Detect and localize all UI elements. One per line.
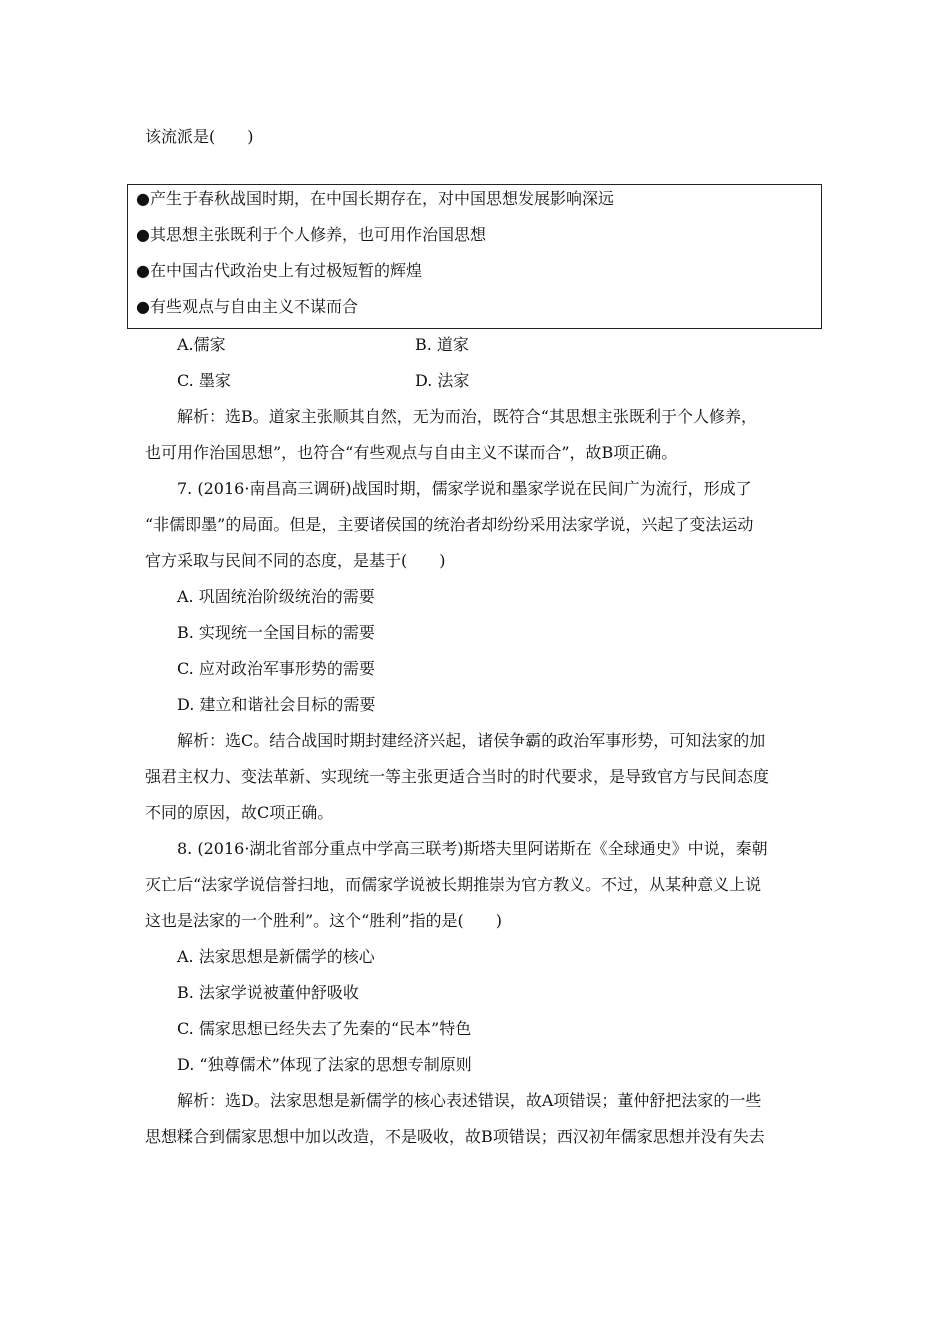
q6-stem-tail: 该流派是( )	[145, 127, 254, 146]
q7-option-d: D. 建立和谐社会目标的需要	[177, 695, 376, 714]
q6-option-c: C. 墨家	[177, 371, 231, 390]
q6-option-d: D. 法家	[415, 371, 470, 390]
q8-option-c: C. 儒家思想已经失去了先秦的“民本”特色	[177, 1019, 472, 1038]
q6-info-box	[127, 184, 822, 329]
q8-option-d: D. “独尊儒术”体现了法家的思想专制原则	[177, 1055, 472, 1074]
q8-option-b: B. 法家学说被董仲舒吸收	[177, 983, 359, 1002]
q7-analysis-line: 不同的原因，故C项正确。	[145, 803, 334, 822]
q7-stem-line: “非儒即墨”的局面。但是，主要诸侯国的统治者却纷纷采用法家学说，兴起了变法运动	[145, 515, 754, 534]
q7-analysis-line: 解析：选C。结合战国时期封建经济兴起，诸侯争霸的政治军事形势，可知法家的加	[177, 731, 766, 750]
q7-option-a: A. 巩固统治阶级统治的需要	[177, 587, 375, 606]
q8-analysis-line: 思想糅合到儒家思想中加以改造，不是吸收，故B项错误；西汉初年儒家思想并没有失去	[145, 1127, 765, 1146]
box-item: ●其思想主张既利于个人修养，也可用作治国思想	[136, 225, 486, 244]
q8-stem-line: 这也是法家的一个胜利”。这个“胜利”指的是( )	[145, 911, 503, 930]
q7-stem-line: 7. (2016·南昌高三调研)战国时期，儒家学说和墨家学说在民间广为流行，形成了	[177, 479, 752, 498]
q6-option-a: A.儒家	[177, 335, 226, 354]
box-item: ●产生于春秋战国时期，在中国长期存在，对中国思想发展影响深远	[136, 189, 614, 208]
q7-stem-line: 官方采取与民间不同的态度，是基于( )	[145, 551, 446, 570]
q7-option-c: C. 应对政治军事形势的需要	[177, 659, 375, 678]
q8-stem-line: 灭亡后“法家学说信誉扫地，而儒家学说被长期推崇为官方教义。不过，从某种意义上说	[145, 875, 762, 894]
q8-option-a: A. 法家思想是新儒学的核心	[177, 947, 375, 966]
box-item: ●在中国古代政治史上有过极短暂的辉煌	[136, 261, 422, 280]
q6-analysis-line: 解析：选B。道家主张顺其自然，无为而治，既符合“其思想主张既利于个人修养，	[177, 407, 757, 426]
q6-analysis-line: 也可用作治国思想”，也符合“有些观点与自由主义不谋而合”，故B项正确。	[145, 443, 678, 462]
q6-option-b: B. 道家	[415, 335, 469, 354]
q8-stem-line: 8. (2016·湖北省部分重点中学高三联考)斯塔夫里阿诺斯在《全球通史》中说，秦朝	[177, 839, 768, 858]
q7-option-b: B. 实现统一全国目标的需要	[177, 623, 375, 642]
q8-analysis-line: 解析：选D。法家思想是新儒学的核心表述错误，故A项错误；董仲舒把法家的一些	[177, 1091, 762, 1110]
q7-analysis-line: 强君主权力、变法革新、实现统一等主张更适合当时的时代要求，是导致官方与民间态度	[145, 767, 770, 786]
box-item: ●有些观点与自由主义不谋而合	[136, 297, 358, 316]
